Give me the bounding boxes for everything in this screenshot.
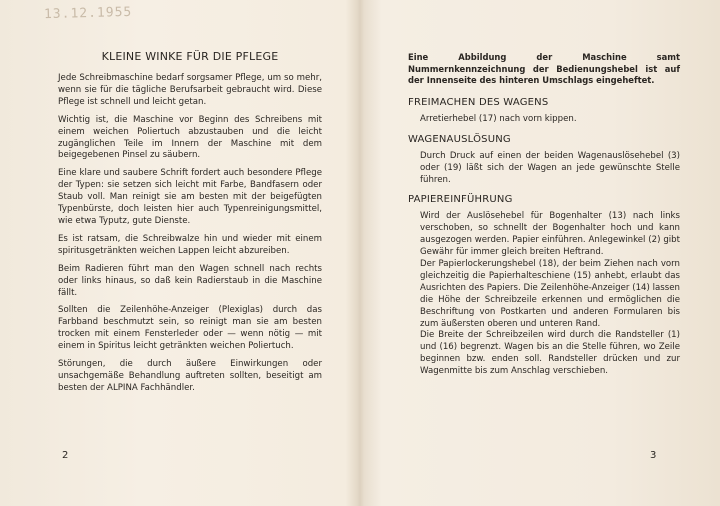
section-text: Wird der Auslösehebel für Bogenhalter (13) nach links verschoben, so schnellt der Bogenhalter hoch und kann ausgezogen werden. Papier einführen. Anlegewinkel (2) gibt Gewähr für immer gleich breiten Heftrand.: [420, 211, 680, 258]
section-text: Der Papierlockerungshebel (18), der beim Ziehen nach vorn gleichzeitig die Papierhalteschiene (15) anhebt, erlaubt das Ausrichten des Papiers. Die Zeilenhöhe-Anzeiger (14) lassen die Höhe der Schreibzeile erkennen und ermöglichen die Beschriftung von Postkarten und anderen Formularen bis zum äußersten oberen und unteren Rand.: [420, 259, 680, 329]
section-text: Durch Druck auf einen der beiden Wagenauslösehebel (3) oder (19) läßt sich der Wagen an jede gewünschte Stelle führen.: [420, 150, 680, 185]
right-page: [360, 0, 720, 506]
right-text-column: [408, 52, 680, 386]
page-number-left: 2: [62, 450, 69, 461]
section-text: Die Breite der Schreibzeilen wird durch die Randsteller (1) und (16) begrenzt. Wagen bis an die Stelle führen, wo Zeile beginnen bzw. enden soll. Randsteller drücken und zur Wagenmitte bis zum Anschlag verschieben.: [420, 330, 680, 377]
left-page: [0, 0, 358, 506]
section-heading: WAGENAUSLÖSUNG: [408, 133, 511, 145]
paragraph: Sollten die Zeilenhöhe-Anzeiger (Plexiglas) durch das Farbband beschmutzt sein, so reinigt man sie am besten trocken mit einem Fensterleder oder — wenn nötig — mit einem in Spiritus leicht getränkten weichen Poliertuch.: [58, 305, 322, 352]
date-stamp: 13.12.1955: [43, 4, 133, 23]
paragraph: Beim Radieren führt man den Wagen schnell nach rechts oder links hinaus, so daß kein Radierstaub in die Maschine fällt.: [58, 263, 322, 298]
left-text-column: [58, 50, 322, 401]
paragraph: Störungen, die durch äußere Einwirkungen oder unsachgemäße Behandlung auftreten sollten, beseitigt am besten der ALPINA Fachhändler.: [58, 359, 322, 393]
bold-note: Eine Abbildung der Maschine samt Nummernkennzeichnung der Bedienungshebel ist auf der Innenseite des hinteren Umschlags eingeheftet.: [408, 52, 680, 86]
section-heading: PAPIEREINFÜHRUNG: [408, 194, 513, 206]
page-title: KLEINE WINKE FÜR DIE PFLEGE: [101, 50, 279, 63]
paragraph: Es ist ratsam, die Schreibwalze hin und wieder mit einem spiritusgetränkten weichen Lappen leicht abzureiben.: [58, 233, 322, 256]
paragraph: Jede Schreibmaschine bedarf sorgsamer Pflege, um so mehr, wenn sie für die tägliche Berufsarbeit gebraucht wird. Diese Pflege ist schnell und leicht getan.: [58, 73, 322, 107]
paragraph: Eine klare und saubere Schrift fordert auch besondere Pflege der Typen: sie setzen sich leicht mit Farbe, Bandfasern oder Staub voll. Man reinigt sie am besten mit der beigefügten Typenbürste, doch leisten hier auch Typenreinigungsmittel, wie etwa Typutz, gute Dienste.: [58, 168, 322, 226]
paragraph: Wichtig ist, die Maschine vor Beginn des Schreibens mit einem weichen Poliertuch abzustauben und die leicht zugänglichen Teile im Innern der Maschine mit dem beigegebenen Pinsel zu säubern.: [58, 114, 322, 161]
page-number-right: 3: [650, 450, 657, 461]
section-heading: FREIMACHEN DES WAGENS: [408, 96, 549, 108]
section-text: Arretierhebel (17) nach vorn kippen.: [420, 113, 577, 124]
